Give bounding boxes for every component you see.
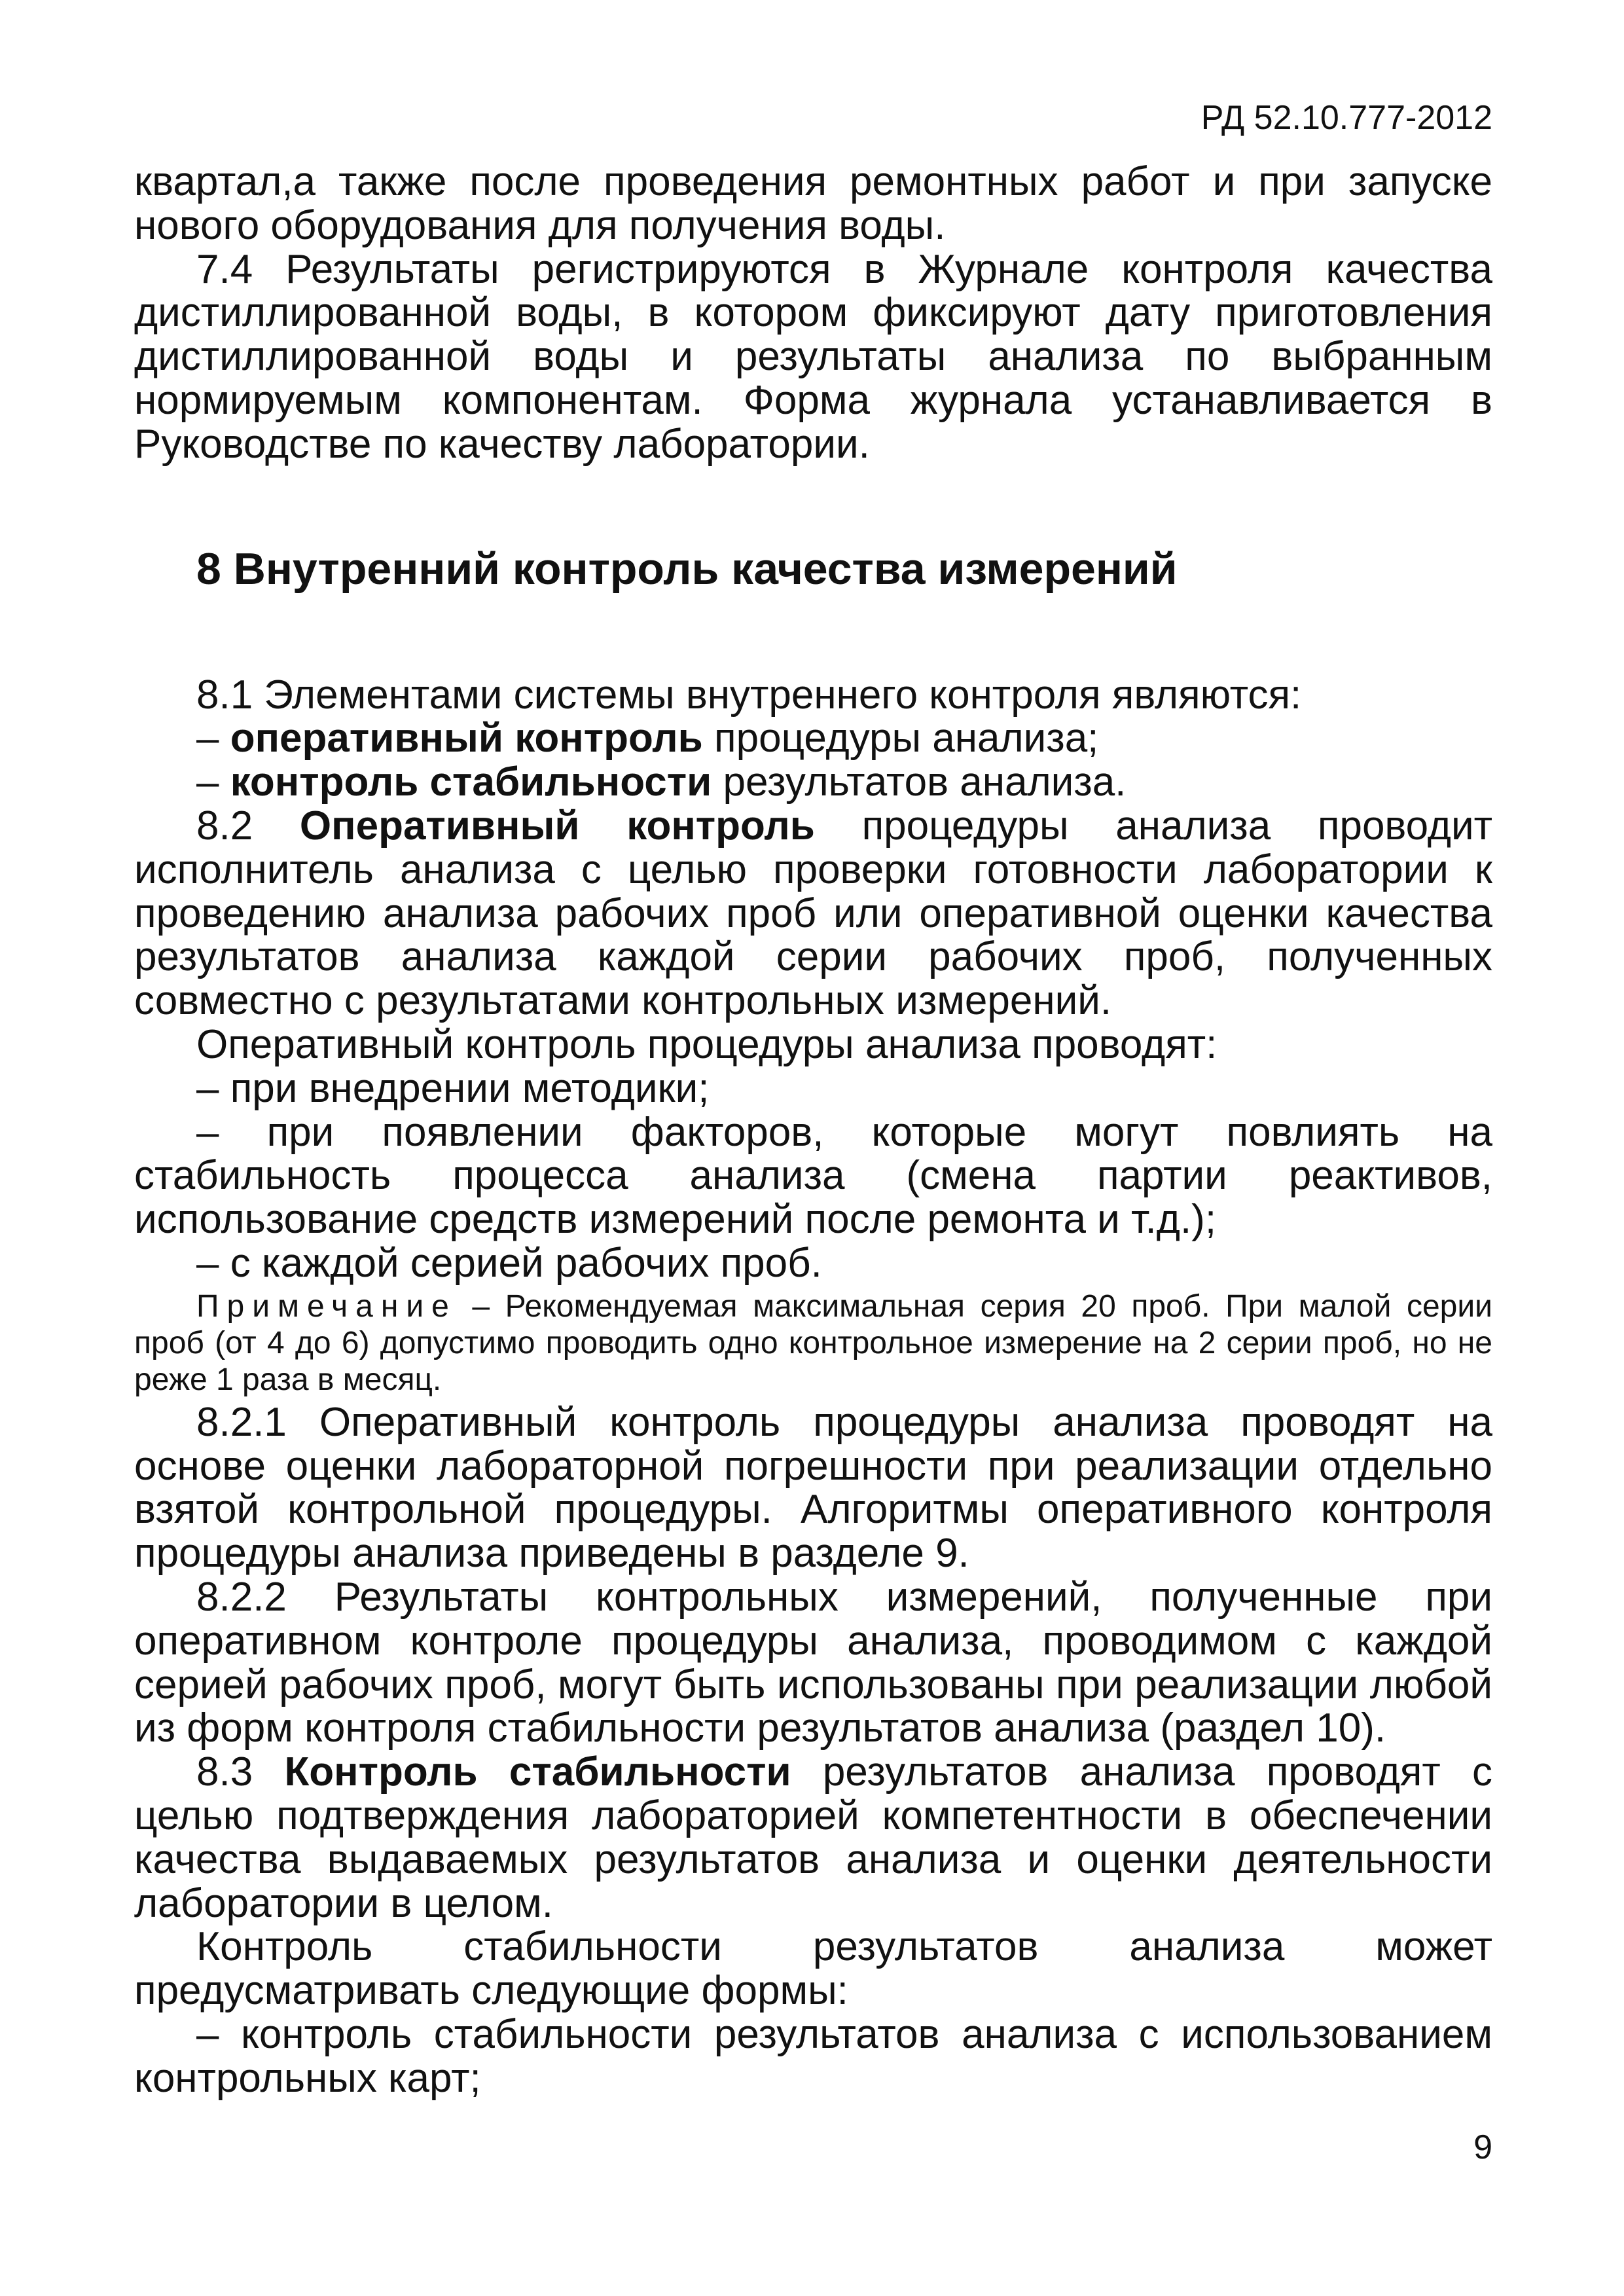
list-item-operational-control: [134, 717, 1492, 761]
list-item-text: процедуры анализа;: [714, 716, 1099, 761]
paragraph-7-3-continuation: квартал,а также после проведения ремонтных работ и при запуске нового оборудования для получения воды.: [134, 159, 1492, 248]
list-dash: –: [196, 716, 219, 761]
list-item-stability-control: [134, 761, 1492, 805]
note-text: – Рекомендуемая максимальная серия 20 проб. При малой серии проб (от 4 до 6) допустимо проводить одно контрольное измерение на 2 серии проб, но не реже 1 раза в месяц.: [134, 1288, 1492, 1397]
list-item-text: результатов анализа.: [723, 759, 1127, 805]
clause-number: 8.2: [196, 803, 253, 848]
paragraph-8-2-2: 8.2.2 Результаты контрольных измерений, полученные при оперативном контроле процедуры анализа, проводимом с каждой серией рабочих проб, могут быть использованы при реализации любой из форм контроля стабильности результатов анализа (раздел 10).: [134, 1574, 1492, 1751]
paragraph-8-3: [134, 1751, 1492, 1925]
term-operational-control: оперативный контроль: [230, 716, 703, 761]
list-item-each-series: – с каждой серией рабочих проб.: [196, 1240, 822, 1286]
paragraph-8-2-1: 8.2.1 Оперативный контроль процедуры анализа проводят на основе оценки лабораторной погрешности при реализации отдельно взятой контрольной процедуры. Алгоритмы оперативного контроля процедуры анализа приведены в разделе 9.: [134, 1399, 1492, 1576]
term-stability-control: контроль стабильности: [230, 759, 712, 805]
paragraph-text: процедуры анализа проводит исполнитель анализа с целью проверки готовности лаборатории к проведению анализа рабочих проб или оперативной оценки качества результатов анализа каждой серии рабочих проб, полученных совместно с результатами контрольных измерений.: [134, 803, 1492, 1024]
note-label: Примечание: [196, 1288, 457, 1324]
paragraph-7-4: 7.4 Результаты регистрируются в Журнале контроля качества дистиллированной воды, в котором фиксируют дату приготовления дистиллированной воды и результаты анализа по выбранным нормируемым компонентам. Форма журнала устанавливается в Руководстве по качеству лаборатории.: [134, 246, 1492, 467]
note-block: [134, 1288, 1492, 1398]
list-item-factors: – при появлении факторов, которые могут повлиять на стабильность процесса анализа (смена партии реактивов, использование средств измерений после ремонта и т.д.);: [134, 1109, 1492, 1243]
paragraph-operational-intro: Оперативный контроль процедуры анализа проводят:: [196, 1021, 1218, 1067]
paragraph-stability-intro: Контроль стабильности результатов анализа может предусматривать следующие формы:: [134, 1924, 1492, 2014]
paragraph-text: результатов анализа проводят с целью подтверждения лабораторией компетентности в обеспечении качества выдаваемых результатов анализа и оценки деятельности лаборатории в целом.: [134, 1749, 1493, 1926]
term-operational-control: Оперативный контроль: [299, 803, 815, 848]
page-number: 9: [1473, 2128, 1492, 2166]
document-body: [134, 160, 1492, 2100]
document-code-header: РД 52.10.777-2012: [1200, 99, 1492, 137]
list-dash: –: [196, 759, 219, 805]
paragraph-8-2: [134, 805, 1492, 1023]
list-item-method-introduction: – при внедрении методики;: [196, 1065, 710, 1111]
list-item-control-charts: – контроль стабильности результатов анализа с использованием контрольных карт;: [134, 2011, 1492, 2101]
section-8-heading: 8 Внутренний контроль качества измерений: [196, 543, 1178, 594]
paragraph-8-1: 8.1 Элементами системы внутреннего контроля являются:: [196, 672, 1302, 718]
term-stability-control: Контроль стабильности: [284, 1749, 791, 1795]
clause-number: 8.3: [196, 1749, 253, 1795]
